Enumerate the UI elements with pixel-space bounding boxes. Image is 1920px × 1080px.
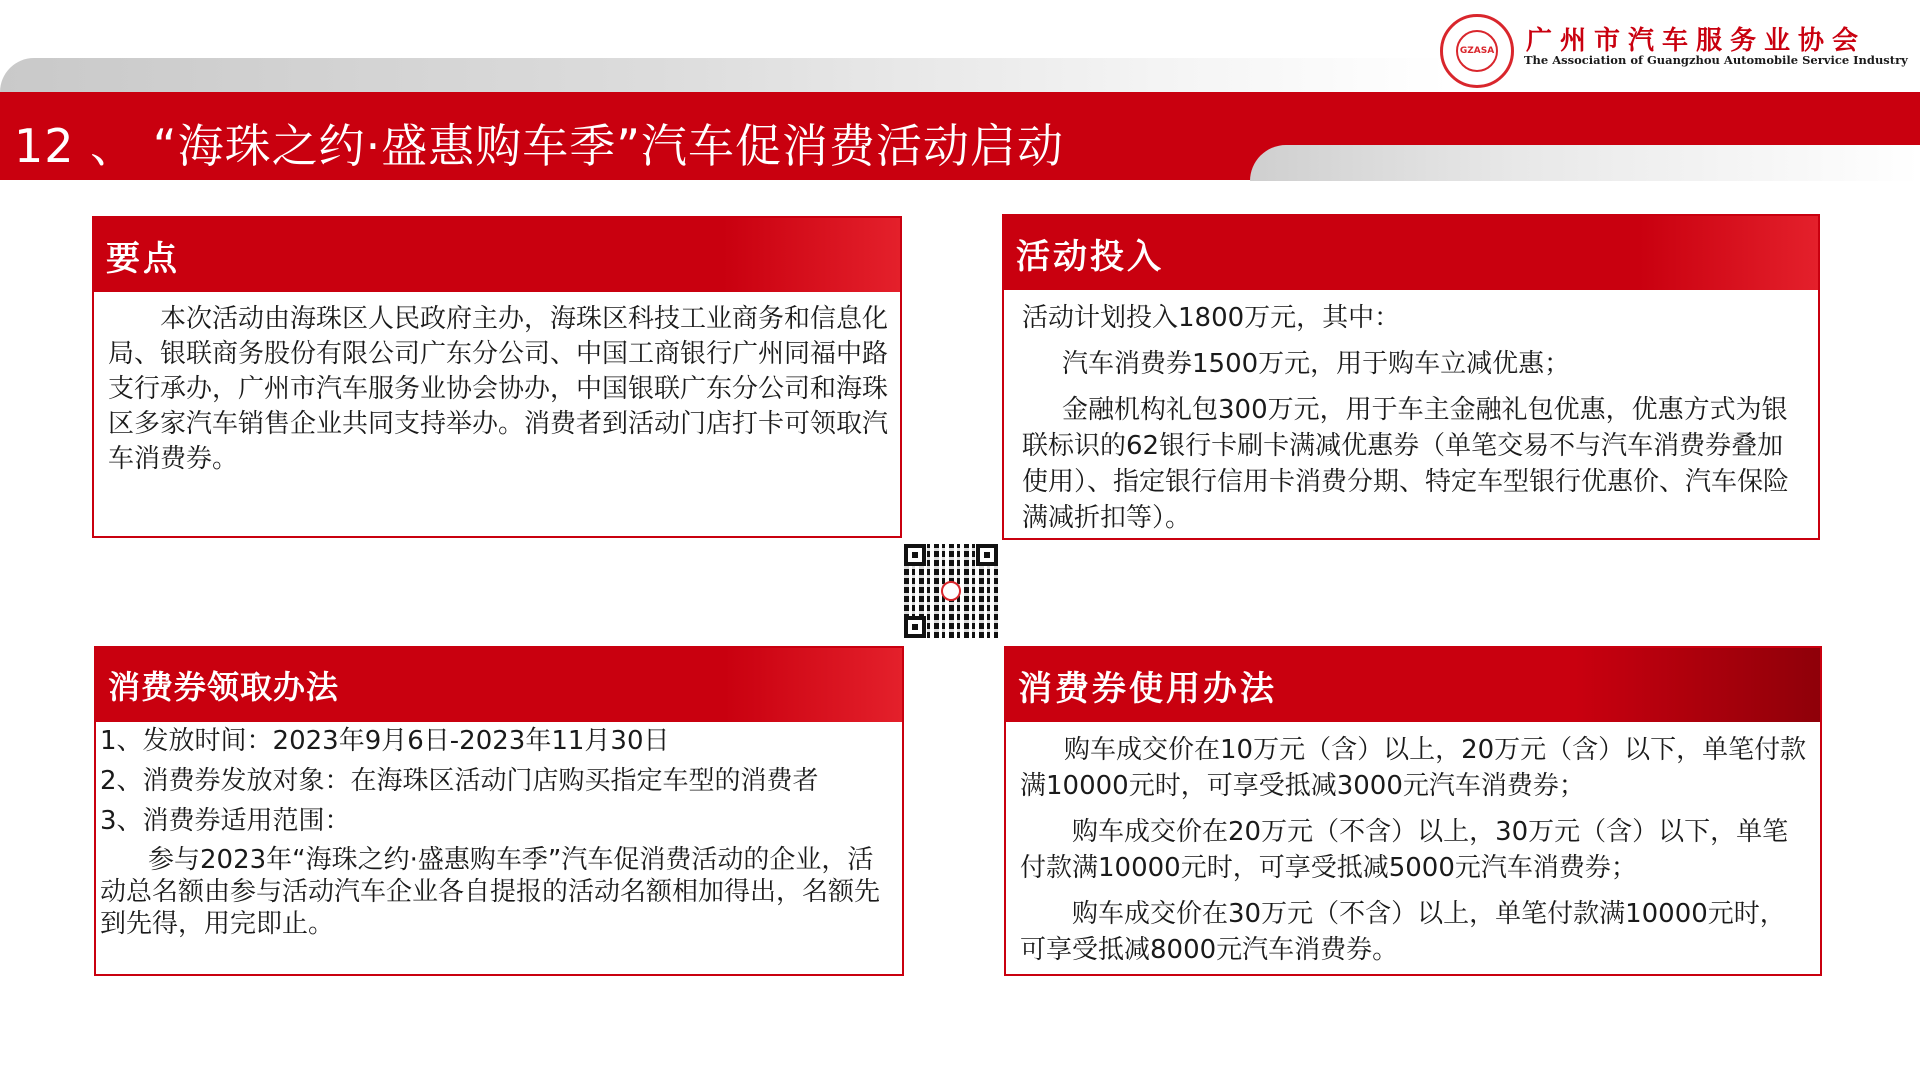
panel-investment-body	[1004, 290, 1818, 538]
key-points-text: 本次活动由海珠区人民政府主办，海珠区科技工业商务和信息化局、银联商务股份有限公司广东分公司、中国工商银行广州同福中路支行承办，广州市汽车服务业协会协办，中国银联广东分公司和海珠区多家汽车销售企业共同支持举办。消费者到活动门店打卡可领取汽车消费券。	[108, 304, 889, 474]
panel-voucher-claim-body	[96, 722, 902, 974]
title-bar-fade	[1250, 145, 1920, 181]
panel-voucher-use	[1004, 646, 1822, 976]
voucher-claim-line-1: 1、发放时间：2023年9月6日-2023年11月30日	[100, 726, 670, 756]
panel-key-points-header: 要点	[94, 218, 900, 292]
panel-voucher-claim	[94, 646, 904, 976]
panel-voucher-use-body	[1006, 722, 1820, 974]
investment-line-2: 汽车消费券1500万元，用于购车立减优惠；	[1062, 349, 1571, 379]
logo-chinese-name: 广州市汽车服务业协会	[1526, 26, 1867, 56]
slide-title: 12 、 “海珠之约·盛惠购车季”汽车促消费活动启动	[14, 119, 1065, 173]
voucher-claim-line-3: 3、消费券适用范围：	[100, 806, 351, 836]
panel-investment	[1002, 214, 1820, 540]
voucher-claim-line-2: 2、消费券发放对象：在海珠区活动门店购买指定车型的消费者	[100, 766, 819, 796]
panel-key-points-body	[94, 292, 900, 536]
panel-voucher-use-header: 消费券使用办法	[1006, 648, 1820, 722]
voucher-use-line-3: 购车成交价在30万元（不含）以上，单笔付款满10000元时，可享受抵减8000元汽车消费券。	[1020, 899, 1786, 965]
qr-finder-bottom-left	[904, 616, 926, 638]
panel-key-points	[92, 216, 902, 538]
logo-seal-center: GZASA	[1456, 30, 1498, 72]
voucher-use-line-2: 购车成交价在20万元（不含）以上，30万元（含）以下，单笔付款满10000元时，可享受抵减5000元汽车消费券；	[1020, 817, 1789, 883]
header-grey-band	[0, 58, 1450, 92]
qr-code-icon	[904, 544, 998, 638]
qr-logo-icon	[941, 581, 961, 601]
investment-line-1: 活动计划投入1800万元，其中：	[1022, 303, 1401, 333]
investment-line-3: 金融机构礼包300万元，用于车主金融礼包优惠，优惠方式为银联标识的62银行卡刷卡满减优惠券（单笔交易不与汽车消费券叠加使用）、指定银行信用卡消费分期、特定车型银行优惠价、汽车保险满减折扣等）。	[1022, 395, 1790, 533]
qr-finder-top-right	[976, 544, 998, 566]
voucher-use-line-1: 购车成交价在10万元（含）以上，20万元（含）以下，单笔付款满10000元时，可享受抵减3000元汽车消费券；	[1020, 735, 1807, 801]
qr-finder-top-left	[904, 544, 926, 566]
logo-english-name: The Association of Guangzhou Automobile Service Industry	[1524, 53, 1908, 67]
panel-investment-header: 活动投入	[1004, 216, 1818, 290]
panel-voucher-claim-header: 消费券领取办法	[96, 648, 902, 722]
voucher-claim-line-4: 参与2023年“海珠之约·盛惠购车季”汽车促消费活动的企业，活动总名额由参与活动汽车企业各自提报的活动名额相加得出，名额先到先得，用完即止。	[100, 845, 881, 939]
